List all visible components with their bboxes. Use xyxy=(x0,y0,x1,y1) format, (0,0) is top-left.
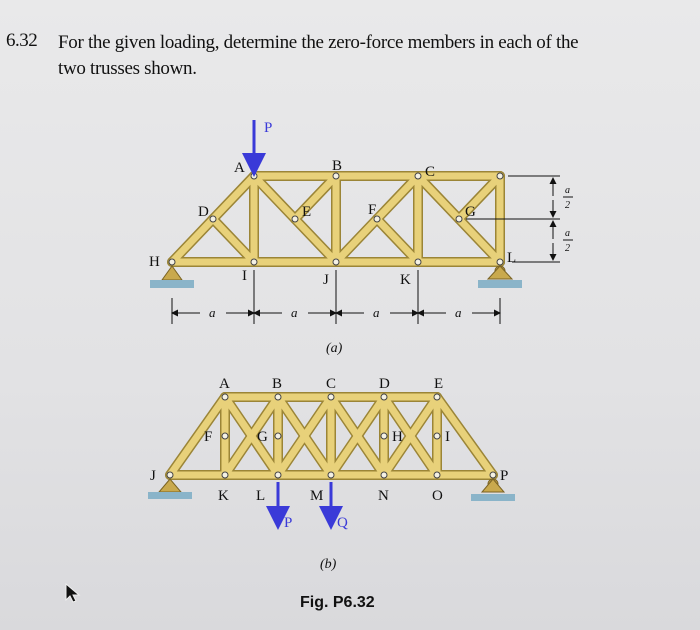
joint-label-b-B: B xyxy=(272,376,283,392)
dim-label-a-3: a xyxy=(373,305,380,320)
joint-label-b-K: K xyxy=(218,488,229,504)
problem-statement-line1: For the given loading, determine the zero-force members in each of the xyxy=(58,32,579,53)
joint-label-b-J: J xyxy=(150,468,156,484)
joint-label-a-I: I xyxy=(242,268,247,284)
caption-a: (a) xyxy=(326,341,343,356)
support-p xyxy=(471,479,515,501)
figure-title: Fig. P6.32 xyxy=(300,594,375,611)
joint-label-a-A: A xyxy=(234,160,245,176)
dim-frac-num-1: a xyxy=(565,185,570,196)
mouse-pointer-icon xyxy=(64,582,82,604)
dimension-horizontal xyxy=(172,270,500,324)
dim-frac-den-1: 2 xyxy=(565,200,570,211)
truss-a xyxy=(149,120,573,356)
joint-label-a-C: C xyxy=(425,164,436,180)
truss-b xyxy=(148,376,515,572)
joint-label-b-C: C xyxy=(326,376,337,392)
load-label-p-b: P xyxy=(284,515,293,531)
dim-label-a-1: a xyxy=(209,305,216,320)
problem-number: 6.32 xyxy=(6,30,38,51)
problem-statement-line2: two trusses shown. xyxy=(58,58,197,79)
joint-label-a-D: D xyxy=(198,204,209,220)
load-label-p: P xyxy=(264,120,273,136)
joint-label-b-L: L xyxy=(256,488,266,504)
joint-label-a-F: F xyxy=(368,202,377,218)
dim-label-a-4: a xyxy=(455,305,462,320)
dim-label-a-2: a xyxy=(291,305,298,320)
joint-label-b-I: I xyxy=(445,429,450,445)
joint-label-a-G: G xyxy=(465,204,476,220)
joint-label-a-K: K xyxy=(400,272,411,288)
joint-label-b-D: D xyxy=(379,376,390,392)
joint-label-a-L: L xyxy=(507,250,517,266)
joint-label-b-O: O xyxy=(432,488,443,504)
joint-label-b-F: F xyxy=(204,429,213,445)
caption-b: (b) xyxy=(320,557,337,572)
joint-label-a-H: H xyxy=(149,254,160,270)
dim-frac-num-2: a xyxy=(565,228,570,239)
joint-label-b-N: N xyxy=(378,488,389,504)
joint-label-b-A: A xyxy=(219,376,230,392)
load-label-q-b: Q xyxy=(337,515,348,531)
joint-label-b-E: E xyxy=(434,376,444,392)
support-l xyxy=(478,266,522,288)
joint-label-b-G: G xyxy=(257,429,268,445)
joint-label-b-H: H xyxy=(392,429,403,445)
joint-label-b-M: M xyxy=(310,488,324,504)
joint-label-b-P: P xyxy=(500,468,509,484)
joint-label-a-B: B xyxy=(332,158,343,174)
dim-frac-den-2: 2 xyxy=(565,243,570,254)
joint-label-a-J: J xyxy=(323,272,329,288)
joint-label-a-E: E xyxy=(302,204,312,220)
